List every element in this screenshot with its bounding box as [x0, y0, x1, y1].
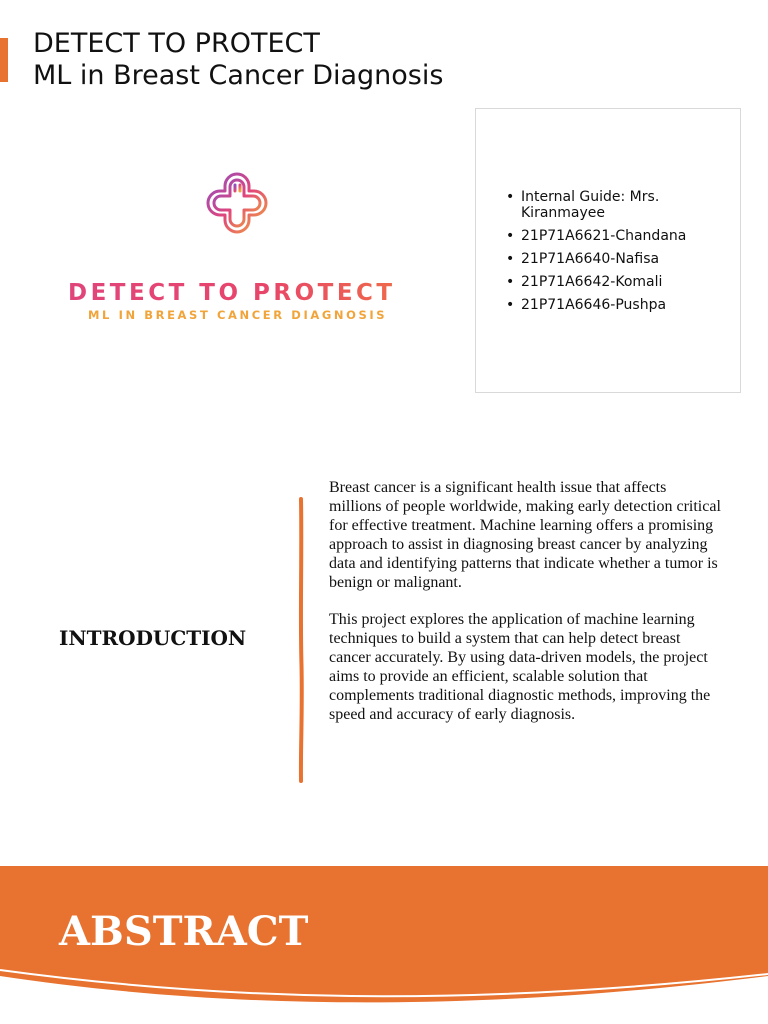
- section-divider: [297, 495, 305, 785]
- abstract-heading: ABSTRACT: [59, 908, 309, 955]
- project-logo: [60, 165, 420, 335]
- logo-tagline: ML IN BREAST CANCER DIAGNOSIS: [88, 308, 388, 322]
- intro-paragraph-2: This project explores the application of machine learning techniques to build a system that can help detect breast cancer accurately. By using data-driven models, the project aims to provide an efficient, scalable solution that complements traditional diagnostic methods, improving the speed and accuracy of early diagnosis.: [329, 611, 711, 723]
- intro-paragraph-1: Breast cancer is a significant health issue that affects millions of people worldwide, making early detection critical for effective treatment. Machine learning offers a promising approach to assist in diagnosing breast cancer by analyzing data and identifying patterns that indicate whether a tumor is benign or malignant.: [329, 479, 721, 591]
- list-item: • 21P71A6621-Chandana: [506, 228, 726, 244]
- list-item: • 21P71A6640-Nafisa: [506, 251, 726, 267]
- list-item: • Internal Guide: Mrs. Kiranmayee: [506, 189, 726, 221]
- introduction-body: [329, 478, 721, 742]
- medical-cross-icon: [60, 165, 420, 275]
- team-members-list: [506, 189, 726, 320]
- page-title: [33, 28, 443, 92]
- list-item: • 21P71A6646-Pushpa: [506, 297, 726, 313]
- title-accent-bar: [0, 38, 8, 82]
- title-line-1: DETECT TO PROTECT: [33, 28, 320, 59]
- team-members-box: [475, 108, 741, 393]
- title-line-2: ML in Breast Cancer Diagnosis: [33, 60, 444, 91]
- introduction-heading: INTRODUCTION: [59, 626, 247, 650]
- logo-wordmark: DETECT TO PROTECT: [68, 280, 396, 306]
- list-item: • 21P71A6642-Komali: [506, 274, 726, 290]
